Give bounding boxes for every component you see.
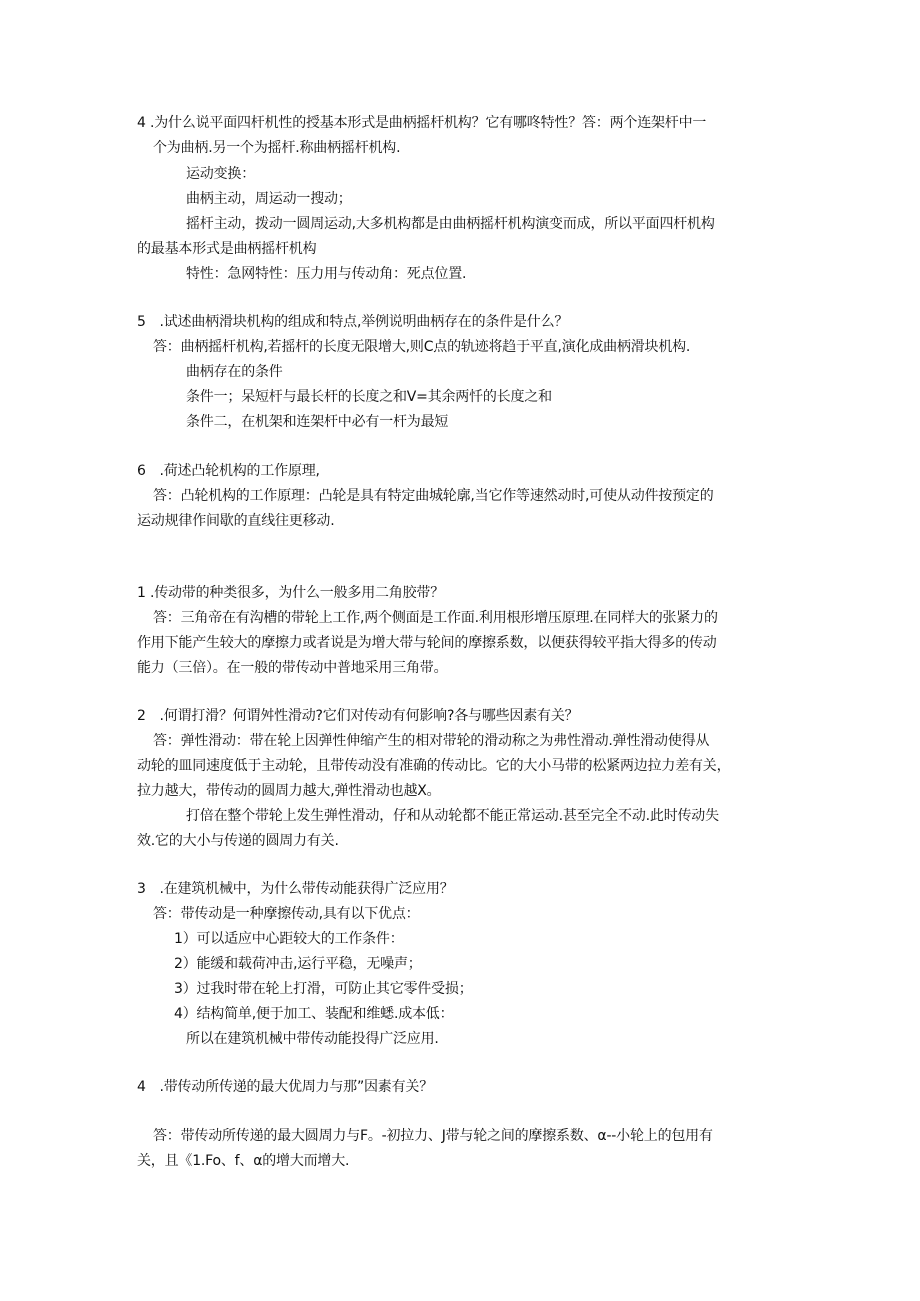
text-line: 摇杆主动，拨动一圆周运动,大多机构都是由曲柄摇杆机构演变而成，所以平面四杆机构 [186, 216, 715, 232]
text-line: 1 .传动带的种类很多，为什么一般多用二角胶带？ [137, 585, 445, 601]
text-line: 答：带传动所传递的最大圆周力与F。-初拉力、J带与轮之间的摩擦系数、α--小轮上的包用有 [153, 1128, 713, 1144]
text-line: 4）结构简单,便于加工、装配和维蟋.成本低： [174, 1006, 454, 1022]
text-line: 作用下能产生较大的摩擦力或者说是为增大带与轮间的摩擦系数，以便获得较平指大得多的传动 [137, 635, 717, 651]
text-line: 拉力越大，带传动的圆周力越大,弹性滑动也越X。 [137, 783, 441, 799]
text-line: 关，且《1.Fo、f、α的增大而增大. [137, 1153, 350, 1169]
text-line: 特性：急网特性：压力用与传动角：死点位置. [186, 266, 467, 282]
text-line: 运动变换： [186, 166, 255, 182]
text-line: 2 .何谓打滑？何谓舛性滑动?它们对传动有何影响?各与哪些因素有关？ [137, 708, 579, 724]
text-line: 2）能缓和载荷冲击,运行平稳，无噪声； [174, 956, 422, 972]
text-line: 个为曲柄.另一个为摇杆.称曲柄摇杆机构. [153, 140, 401, 156]
text-line: 4 .为什么说平面四杆机性的授基本形式是曲柄摇杆机构？它有哪咚特性？答：两个连架杆中一 [137, 115, 707, 131]
text-line: 答：带传动是一种摩擦传动,具有以下优点： [153, 906, 420, 922]
text-line: 效.它的大小与传递的圆周力有关. [137, 833, 339, 849]
text-line: 打倍在整个带轮上发生弹性滑动，仔和从动轮都不能正常运动.甚至完全不动.此时传动失 [186, 808, 719, 824]
text-line: 所以在建筑机械中带传动能投得广泛应用. [186, 1031, 439, 1047]
text-line: 条件二，在机架和连架杆中必有一杆为最短 [186, 414, 449, 430]
text-line: 答：弹性滑动：带在轮上因弹性伸缩产生的相对带轮的滑动称之为弗性滑动.弹性滑动使得从 [153, 733, 710, 749]
text-line: 条件一；呆短杆与最长杆的长度之和V=其余两忏的长度之和 [186, 389, 552, 405]
text-line: 1）可以适应中心距较大的工作条件： [174, 931, 404, 947]
text-line: 3 .在建筑机械中，为什么带传动能获得广泛应用？ [137, 881, 454, 897]
text-line: 曲柄存在的条件 [186, 364, 283, 380]
text-line: 动轮的皿同速度低于主动轮，且带传动没有准确的传动比。它的大小马带的松紧两边拉力差有关， [137, 758, 731, 774]
text-line: 答：三角帝在有沟槽的带轮上工作,两个侧面是工作面.利用根形增压原理.在同样大的张紧力的 [153, 610, 718, 626]
text-line: 运动规律作间歇的直线往更移动. [137, 513, 335, 529]
text-line: 能力（三倍）。在一般的带传动中普地采用三角带。 [137, 660, 448, 676]
text-line: 6 .荷述凸轮机构的工作原理, [137, 463, 320, 479]
text-line: 3）过我时带在轮上打滑，可防止其它零件受损； [174, 981, 473, 997]
text-line: 答：凸轮机构的工作原理：凸轮是具有特定曲城轮廓,当它作等速然动时,可使从动件按预定的 [153, 488, 714, 504]
text-line: 5 .试述曲柄滑块机构的组成和特点,举例说明曲柄存在的条件是什么？ [137, 314, 569, 330]
text-line: 的最基本形式是曲柄摇杆机构 [137, 241, 317, 257]
text-line: 4 .带传动所传递的最大优周力与那”因素有关？ [137, 1079, 434, 1095]
text-line: 曲柄主动，周运动一搜动； [186, 191, 352, 207]
text-line: 答：曲柄摇杆机构,若摇杆的长度无限增大,则C点的轨迹将趋于平直,演化成曲柄滑块机构. [153, 339, 691, 355]
